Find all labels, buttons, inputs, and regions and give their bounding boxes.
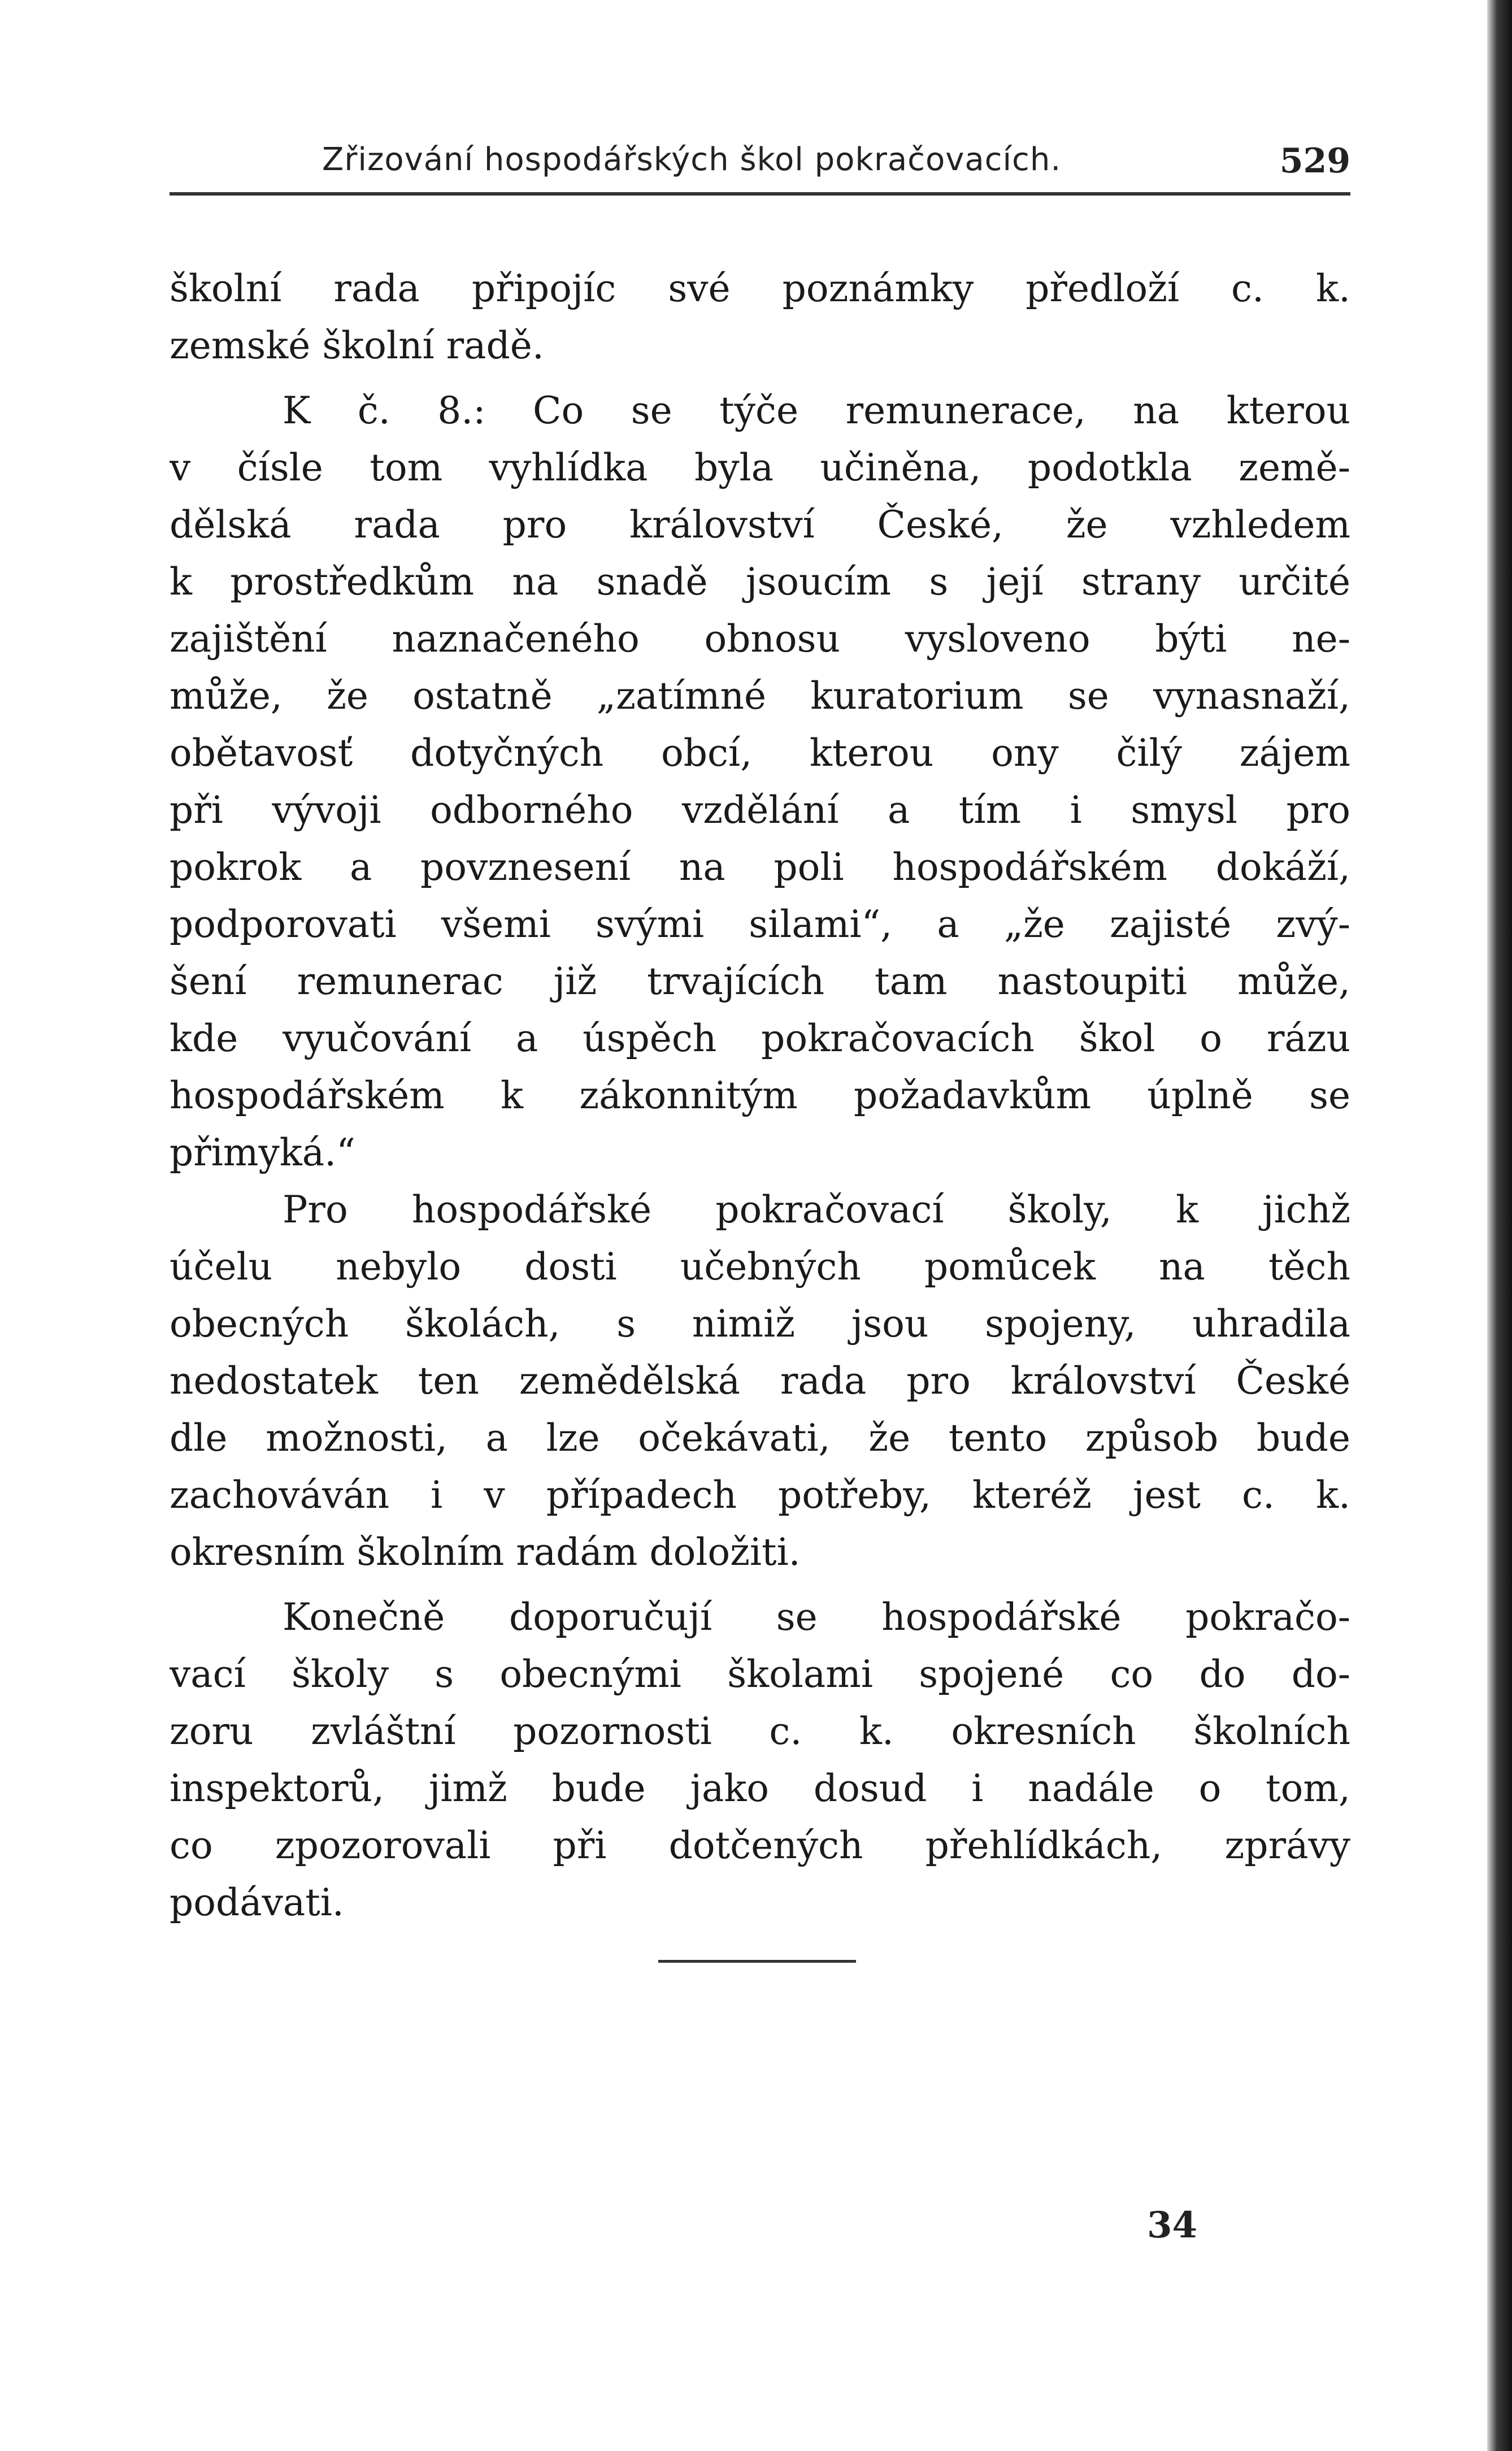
text-line: obětavosť dotyčných obcí, kterou ony čilý zájem: [170, 731, 1350, 775]
text-line: k prostředkům na snadě jsoucím s její strany určité: [170, 560, 1350, 604]
text-line: zajištění naznačeného obnosu vysloveno býti ne-: [170, 617, 1350, 661]
text-line: vací školy s obecnými školami spojené co do do-: [170, 1652, 1350, 1696]
text-line: v čísle tom vyhlídka byla učiněna, podotkla země-: [170, 446, 1350, 489]
text-line: dělská rada pro království České, že vzhledem: [170, 503, 1350, 546]
paragraph-3: [170, 1181, 1350, 1581]
text-line: obecných školách, s nimiž jsou spojeny, uhradila: [170, 1302, 1350, 1346]
text-line: inspektorů, jimž bude jako dosud i nadále o tom,: [170, 1767, 1350, 1810]
text-line: Pro hospodářské pokračovací školy, k jichž: [283, 1188, 1350, 1231]
text-line: dle možnosti, a lze očekávati, že tento způsob bude: [170, 1416, 1350, 1460]
running-title: Zřizování hospodářských škol pokračovacích.: [322, 141, 1062, 178]
text-line: při vývoji odborného vzdělání a tím i smysl pro: [170, 788, 1350, 832]
text-line: školní rada připojíc své poznámky předloží c. k.: [170, 267, 1350, 310]
text-line: K č. 8.: Co se týče remunerace, na kterou: [283, 389, 1350, 432]
header-rule: [170, 192, 1350, 196]
text-line: zemské školní radě.: [170, 324, 544, 367]
text-line: účelu nebylo dosti učebných pomůcek na těch: [170, 1245, 1350, 1289]
paragraph-1: [170, 260, 1350, 374]
section-end-rule: [658, 1960, 856, 1963]
text-line: zachováván i v případech potřeby, kteréž jest c. k.: [170, 1473, 1350, 1517]
text-line: podporovati všemi svými silami“, a „že zajisté zvý-: [170, 903, 1350, 946]
text-line: pokrok a povznesení na poli hospodářském dokáží,: [170, 845, 1350, 889]
text-line: může, že ostatně „zatímné kuratorium se vynasnaží,: [170, 674, 1350, 718]
text-line: nedostatek ten zemědělská rada pro království České: [170, 1359, 1350, 1403]
text-line: Konečně doporučují se hospodářské pokračo-: [283, 1595, 1350, 1639]
text-line: zoru zvláštní pozornosti c. k. okresních školních: [170, 1710, 1350, 1753]
body-text: [170, 260, 1350, 1931]
paragraph-4: [170, 1589, 1350, 1931]
text-line: co zpozorovali při dotčených přehlídkách, zprávy: [170, 1824, 1350, 1867]
scan-edge: [1487, 0, 1512, 2451]
text-line: podávati.: [170, 1881, 344, 1924]
paragraph-2: [170, 382, 1350, 1181]
text-line: přimyká.“: [170, 1131, 355, 1174]
running-head: [170, 136, 1350, 186]
signature-mark: 34: [1147, 2204, 1198, 2246]
text-line: okresním školním radám doložiti.: [170, 1530, 801, 1574]
page-number: 529: [1279, 141, 1350, 181]
text-line: šení remunerac již trvajících tam nastoupiti může,: [170, 960, 1350, 1003]
text-line: kde vyučování a úspěch pokračovacích škol o rázu: [170, 1017, 1350, 1060]
text-line: hospodářském k zákonnitým požadavkům úplně se: [170, 1074, 1350, 1117]
